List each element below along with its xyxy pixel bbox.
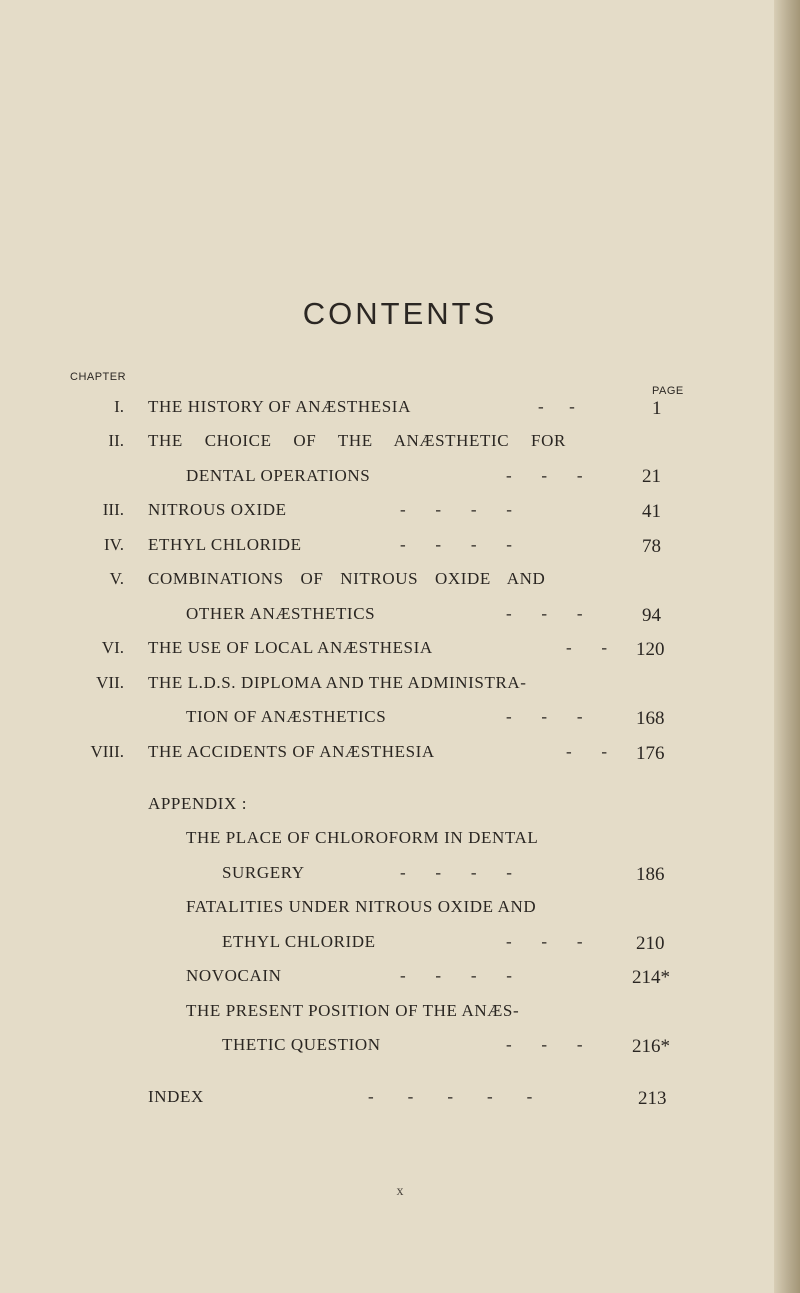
chapter-number: III. (102, 500, 124, 519)
leader-dashes: - - - - - (368, 1087, 533, 1106)
appendix-heading: APPENDIX : (148, 794, 248, 813)
page-number: 21 (642, 466, 661, 487)
leader-dashes: - - (566, 638, 608, 657)
page-column-header: PAGE (652, 385, 684, 397)
leader-dashes: - - - - (400, 535, 512, 554)
page-number: 176 (636, 743, 665, 764)
index-label: INDEX (148, 1087, 204, 1106)
appendix-entry-title: NOVOCAIN (186, 966, 282, 985)
page-number: 78 (642, 536, 661, 557)
leader-dashes: - - - (506, 1035, 583, 1054)
leader-dashes: - - - (506, 707, 583, 726)
chapter-number: IV. (104, 535, 124, 554)
appendix-entry-title: THE PRESENT POSITION OF THE ANÆS- (186, 1001, 520, 1020)
chapter-title: THE ACCIDENTS OF ANÆSTHESIA (148, 742, 435, 761)
chapter-number: VIII. (90, 742, 124, 761)
leader-dashes: - - - (506, 932, 583, 951)
roman-page-folio: x (396, 1184, 404, 1199)
chapter-title-continued: OTHER ANÆSTHETICS (186, 604, 376, 623)
page-number: 120 (636, 639, 665, 660)
chapter-number: V. (109, 569, 124, 588)
appendix-entry-title-continued: THETIC QUESTION (222, 1035, 381, 1054)
page-number: 216* (632, 1036, 670, 1057)
chapter-title: THE CHOICE OF THE ANÆSTHETIC FOR (148, 431, 566, 450)
page-number: 1 (652, 398, 662, 419)
appendix-entry-title-continued: ETHYL CHLORIDE (222, 932, 376, 951)
page-number: 94 (642, 605, 661, 626)
chapter-number: VII. (96, 673, 124, 692)
page-number: 213 (638, 1088, 667, 1109)
leader-dashes: - - - - (400, 500, 512, 519)
page-edge (774, 0, 800, 1293)
chapter-title-continued: TION OF ANÆSTHETICS (186, 707, 387, 726)
chapter-number: I. (114, 397, 124, 416)
page-number: 41 (642, 501, 661, 522)
leader-dashes: - - - - (400, 966, 512, 985)
page-number: 214* (632, 967, 670, 988)
chapter-title: THE L.D.S. DIPLOMA AND THE ADMINISTRA- (148, 673, 527, 692)
chapter-number: II. (108, 431, 124, 450)
chapter-title: NITROUS OXIDE (148, 500, 287, 519)
page-number: 210 (636, 933, 665, 954)
chapter-number: VI. (101, 638, 124, 657)
appendix-entry-title: THE PLACE OF CHLOROFORM IN DENTAL (186, 828, 539, 847)
leader-dashes: - - (566, 742, 608, 761)
leader-dashes: - - - (506, 466, 583, 485)
chapter-title: THE USE OF LOCAL ANÆSTHESIA (148, 638, 433, 657)
leader-dashes: - - - (506, 604, 583, 623)
chapter-column-header: CHAPTER (70, 371, 127, 383)
chapter-title: COMBINATIONS OF NITROUS OXIDE AND (148, 569, 546, 588)
appendix-entry-title-continued: SURGERY (222, 863, 305, 882)
leader-dashes: - - (538, 397, 575, 416)
chapter-title: THE HISTORY OF ANÆSTHESIA (148, 397, 411, 416)
page-number: 186 (636, 864, 665, 885)
chapter-title: ETHYL CHLORIDE (148, 535, 302, 554)
leader-dashes: - - - - (400, 863, 512, 882)
appendix-entry-title: FATALITIES UNDER NITROUS OXIDE AND (186, 897, 537, 916)
page-title: CONTENTS (302, 296, 498, 331)
chapter-title-continued: DENTAL OPERATIONS (186, 466, 371, 485)
page-number: 168 (636, 708, 665, 729)
